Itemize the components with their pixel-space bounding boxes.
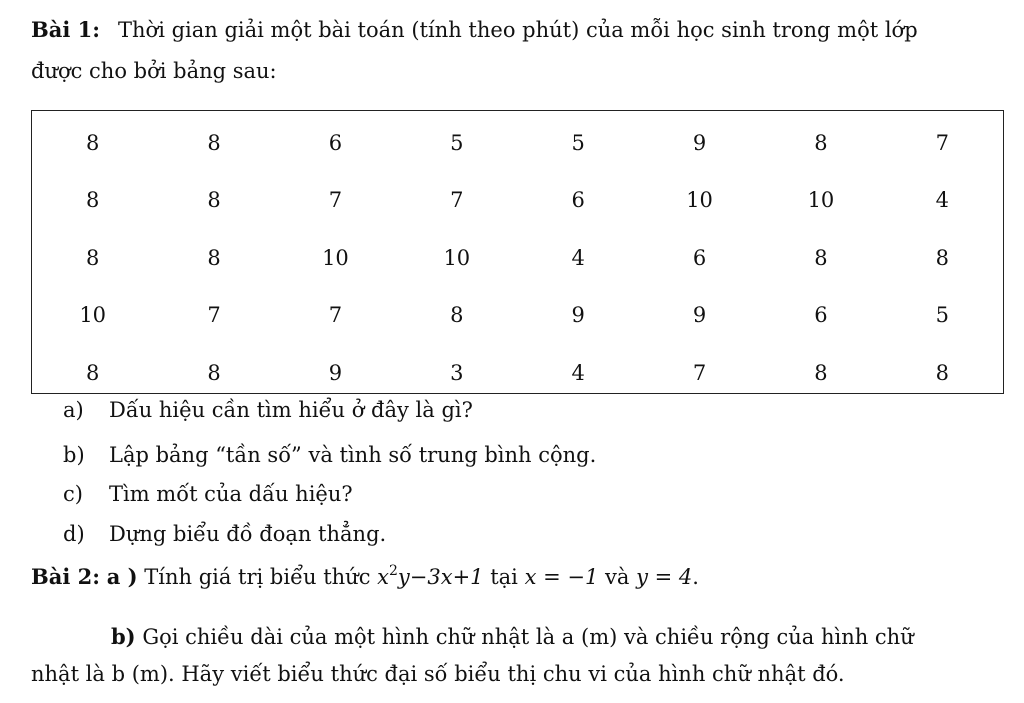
table-cell: 8	[207, 188, 221, 213]
table-cell: 5	[571, 130, 585, 155]
table-cell: 6	[814, 303, 828, 328]
bai1-text-line2: được cho bởi bảng sau:	[31, 59, 277, 83]
table-cell: 8	[207, 360, 221, 385]
question-text: Dấu hiệu cần tìm hiểu ở đây là gì?	[109, 398, 473, 422]
bai2-part-a-text: Tính giá trị biểu thức	[144, 565, 371, 589]
bai2-part-b-line1	[111, 624, 914, 649]
table-cell: 9	[571, 303, 585, 328]
table-cell: 7	[328, 303, 343, 328]
question-d	[63, 522, 386, 546]
table-cell: 7	[935, 130, 949, 155]
table-row	[32, 114, 1003, 172]
data-grid	[32, 114, 1003, 402]
table-cell: 4	[571, 360, 585, 385]
table-cell: 8	[814, 130, 828, 155]
sentence-end: .	[692, 565, 699, 589]
table-cell: 6	[692, 245, 707, 270]
question-letter: a)	[63, 398, 84, 422]
question-letter: b)	[63, 443, 85, 467]
bai1-heading-line	[31, 17, 918, 42]
bai1-label: Bài 1:	[31, 17, 101, 42]
table-row	[32, 172, 1003, 230]
table-cell: 10	[79, 303, 107, 328]
table-row	[32, 287, 1003, 345]
table-cell: 8	[86, 360, 100, 385]
table-cell: 5	[450, 130, 464, 155]
table-cell: 8	[86, 188, 100, 213]
expression	[377, 565, 483, 589]
table-row	[32, 229, 1003, 287]
table-cell: 7	[328, 188, 343, 213]
bai2-part-a	[31, 563, 699, 589]
table-cell: 9	[692, 303, 707, 328]
data-table	[31, 110, 1004, 394]
va-word: và	[605, 565, 630, 589]
table-cell: 5	[935, 303, 949, 328]
table-cell: 3	[450, 360, 464, 385]
question-letter: d)	[63, 522, 85, 546]
table-cell: 8	[207, 130, 221, 155]
table-cell: 8	[814, 360, 828, 385]
table-cell: 8	[814, 245, 828, 270]
question-letter: c)	[63, 482, 83, 506]
table-cell: 10	[443, 245, 471, 270]
condition-y: y = 4	[636, 565, 693, 589]
bai2-part-b-text1: Gọi chiều dài của một hình chữ nhật là a (m) và chiều rộng của hình chữ	[142, 625, 914, 649]
table-cell: 6	[571, 188, 585, 213]
bai1-text-line1: Thời gian giải một bài toán (tính theo phút) của mỗi học sinh trong một lớp	[118, 18, 918, 42]
question-b	[63, 443, 596, 467]
tai-word: tại	[490, 565, 518, 589]
question-a	[63, 398, 473, 422]
table-cell: 10	[807, 188, 835, 213]
table-cell: 4	[571, 245, 585, 270]
table-cell: 8	[207, 245, 221, 270]
table-cell: 9	[328, 360, 343, 385]
question-c	[63, 482, 353, 506]
expr-x: x	[377, 565, 389, 589]
question-text: Tìm mốt của dấu hiệu?	[109, 482, 353, 506]
table-cell: 8	[86, 130, 100, 155]
table-cell: 4	[935, 188, 949, 213]
bai2-part-a-label: a )	[106, 564, 138, 589]
table-cell: 8	[935, 360, 949, 385]
table-cell: 8	[935, 245, 949, 270]
question-text: Dựng biểu đồ đoạn thẳng.	[109, 522, 387, 546]
table-cell: 7	[207, 303, 221, 328]
table-cell: 7	[450, 188, 464, 213]
table-row	[32, 344, 1003, 402]
table-cell: 8	[450, 303, 464, 328]
bai2-part-b-label: b)	[111, 624, 136, 649]
table-cell: 8	[86, 245, 100, 270]
table-cell: 7	[692, 360, 707, 385]
table-cell: 10	[686, 188, 713, 213]
bai2-part-b-line2: nhật là b (m). Hãy viết biểu thức đại số biểu thị chu vi của hình chữ nhật đó.	[31, 662, 845, 686]
question-text: Lập bảng “tần số” và tình số trung bình cộng.	[109, 443, 597, 467]
table-cell: 6	[328, 130, 343, 155]
bai2-label: Bài 2:	[31, 564, 101, 589]
condition-x: x = −1	[524, 565, 599, 589]
expr-rest: y−3x+1	[397, 565, 484, 589]
table-cell: 9	[692, 130, 707, 155]
table-cell: 10	[322, 245, 349, 270]
expr-exponent: 2	[388, 563, 398, 579]
